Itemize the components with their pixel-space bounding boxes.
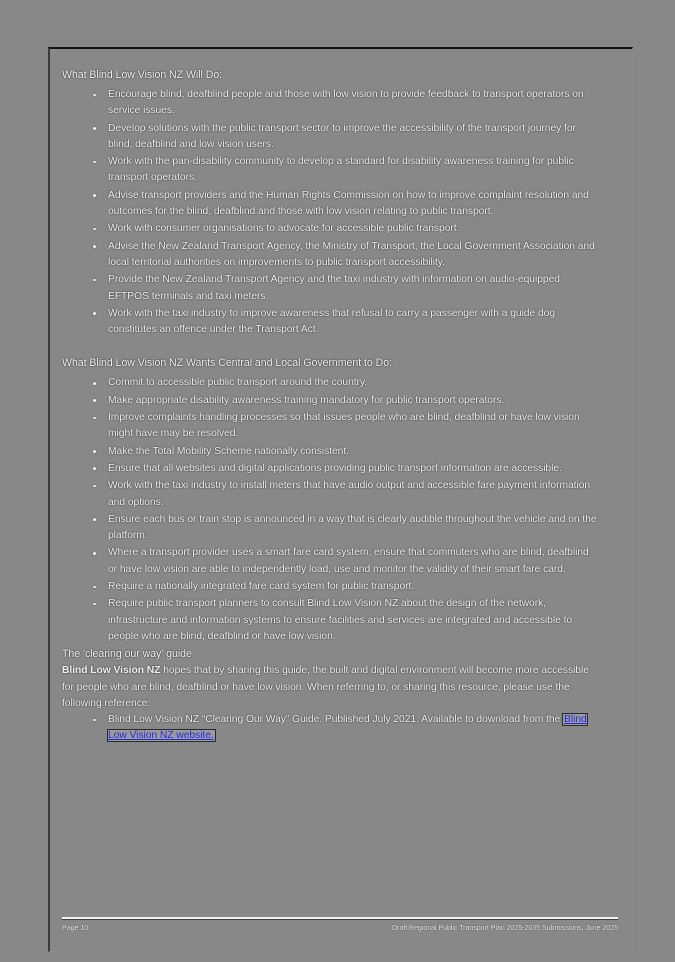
list-item	[62, 121, 614, 154]
bullet-list-blv-will-do	[62, 87, 614, 338]
section-spacer	[62, 339, 614, 355]
reference-text: Blind Low Vision NZ “Clearing Our Way” Guide. Published July 2021. Available to download from the	[108, 714, 564, 726]
list-item	[62, 87, 614, 120]
list-item-text: Require a nationally integrated fare card system for public transport.	[108, 581, 415, 593]
list-item	[62, 444, 614, 460]
guide-intro-bold-lead: Blind Low Vision NZ	[62, 665, 161, 677]
list-item-text: Where a transport provider uses a smart fare card system, ensure that commuters who are blind, deafblind or have low vision are able to independently load, use and monitor the validity of their smart fare card.	[108, 547, 589, 575]
list-item-text: Commit to accessible public transport around the country.	[108, 377, 368, 389]
section-heading-blv-will-do: What Blind Low Vision NZ Will Do:	[62, 69, 223, 81]
list-item	[62, 154, 614, 187]
bullet-dot-icon	[93, 194, 96, 197]
list-item-text: Advise transport providers and the Human Rights Commission on how to improve complaint resolution and outcomes for the blind, deafblind and those with low vision relating to public transport.	[108, 189, 589, 218]
bullet-dot-icon	[93, 450, 96, 453]
bullet-dot-icon	[93, 279, 96, 282]
list-item-text: Work with the taxi industry to install meters that have audio output and accessible fare payment information and options.	[108, 480, 591, 508]
bullet-dot-icon	[93, 485, 96, 488]
bullet-dot-icon	[93, 127, 96, 130]
bullet-dot-icon	[93, 518, 96, 521]
list-item	[62, 461, 614, 477]
bullet-dot-icon	[93, 417, 96, 420]
list-item-text: Advise the New Zealand Transport Agency, the Ministry of Transport, the Local Government Association and local territorial authorities on improvements to public transport accessibility.	[108, 240, 595, 268]
list-item-text: Improve complaints handling processes so that issues people who are blind, deafblind or have low vision might have may be resolved.	[108, 412, 580, 440]
list-item	[62, 579, 614, 595]
list-item	[62, 239, 614, 272]
bullet-dot-icon	[93, 399, 96, 402]
list-item-text: Make appropriate disability awareness training mandatory for public transport operators.	[108, 394, 505, 406]
footer-document-title: Draft Regional Public Transport Plan 2025-2035 Submissions, June 2025	[391, 923, 618, 932]
bullet-dot-icon	[93, 603, 96, 606]
footer-divider	[62, 917, 618, 919]
list-item	[62, 545, 614, 578]
list-item	[62, 272, 614, 305]
list-item-text: Develop solutions with the public transport sector to improve the accessibility of the transport journey for blind, deafblind and low vision users.	[108, 122, 576, 150]
list-item	[62, 306, 614, 339]
bullet-dot-icon	[93, 161, 96, 164]
list-item-text: Ensure that all websites and digital applications providing public transport information are accessible.	[108, 462, 562, 474]
bullet-dot-icon	[93, 245, 96, 248]
section-heading-government-to-do: What Blind Low Vision NZ Wants Central and Local Government to Do:	[62, 357, 392, 370]
list-item	[62, 188, 614, 221]
bullet-dot-icon	[93, 312, 96, 315]
list-item	[62, 375, 614, 391]
list-item-text: Work with the pan-disability community to develop a standard for disability awareness training for public transport operators.	[108, 156, 574, 184]
list-item	[62, 512, 614, 545]
guide-intro-paragraph	[62, 663, 614, 712]
list-item	[62, 221, 614, 237]
bullet-dot-icon	[93, 586, 96, 589]
list-item	[62, 596, 614, 645]
bullet-list-government-to-do	[62, 375, 614, 645]
list-item-text: Make the Total Mobility Scheme nationally consistent.	[108, 445, 349, 457]
list-item-text: Require public transport planners to consult Blind Low Vision NZ about the design of the network, infrastructure and information systems to ensure facilities and services are integrated and accessible to people who are blind, deafblind or have low vision.	[108, 598, 573, 642]
bullet-dot-icon	[93, 94, 96, 97]
bullet-dot-icon	[93, 382, 96, 385]
list-item-text: Work with the taxi industry to improve awareness that refusal to carry a passenger with a guide dog constitutes an offence under the Transport Act.	[108, 307, 556, 336]
document-page	[48, 47, 633, 952]
bullet-dot-icon	[93, 552, 96, 555]
document-body	[62, 67, 614, 745]
list-item	[62, 393, 614, 409]
list-item	[62, 478, 614, 511]
bullet-dot-icon	[93, 228, 96, 231]
list-item-text: Ensure each bus or train stop is announced in a way that is clearly audible throughout the vehicle and on the platform.	[108, 513, 597, 542]
section-heading-clearing-our-way-guide: The 'clearing our way' guide	[62, 648, 192, 661]
bullet-dot-icon	[93, 719, 96, 722]
list-item	[62, 410, 614, 443]
list-item-text: Provide the New Zealand Transport Agency and the taxi industry with information on audio-equipped EFTPOS terminals and taxi meters.	[108, 274, 560, 302]
list-item	[62, 712, 614, 745]
footer-page-number: Page 10	[62, 923, 89, 932]
list-item-text: Work with consumer organisations to advocate for accessible public transport.	[108, 223, 460, 235]
bullet-list-reference	[62, 712, 614, 745]
blind-low-vision-nz-website-link[interactable]: Blind Low Vision NZ website.	[108, 714, 587, 742]
guide-intro-rest: hopes that by sharing this guide, the built and digital environment will become more accessible for people who are blind, deafblind or have low vision. When referring to, or sharing this resource, please use the following reference:	[62, 665, 589, 709]
page-footer	[62, 917, 618, 933]
list-item-text: Encourage blind, deafblind people and those with low vision to provide feedback to transport operators on service issues.	[108, 89, 584, 117]
bullet-dot-icon	[93, 467, 96, 470]
